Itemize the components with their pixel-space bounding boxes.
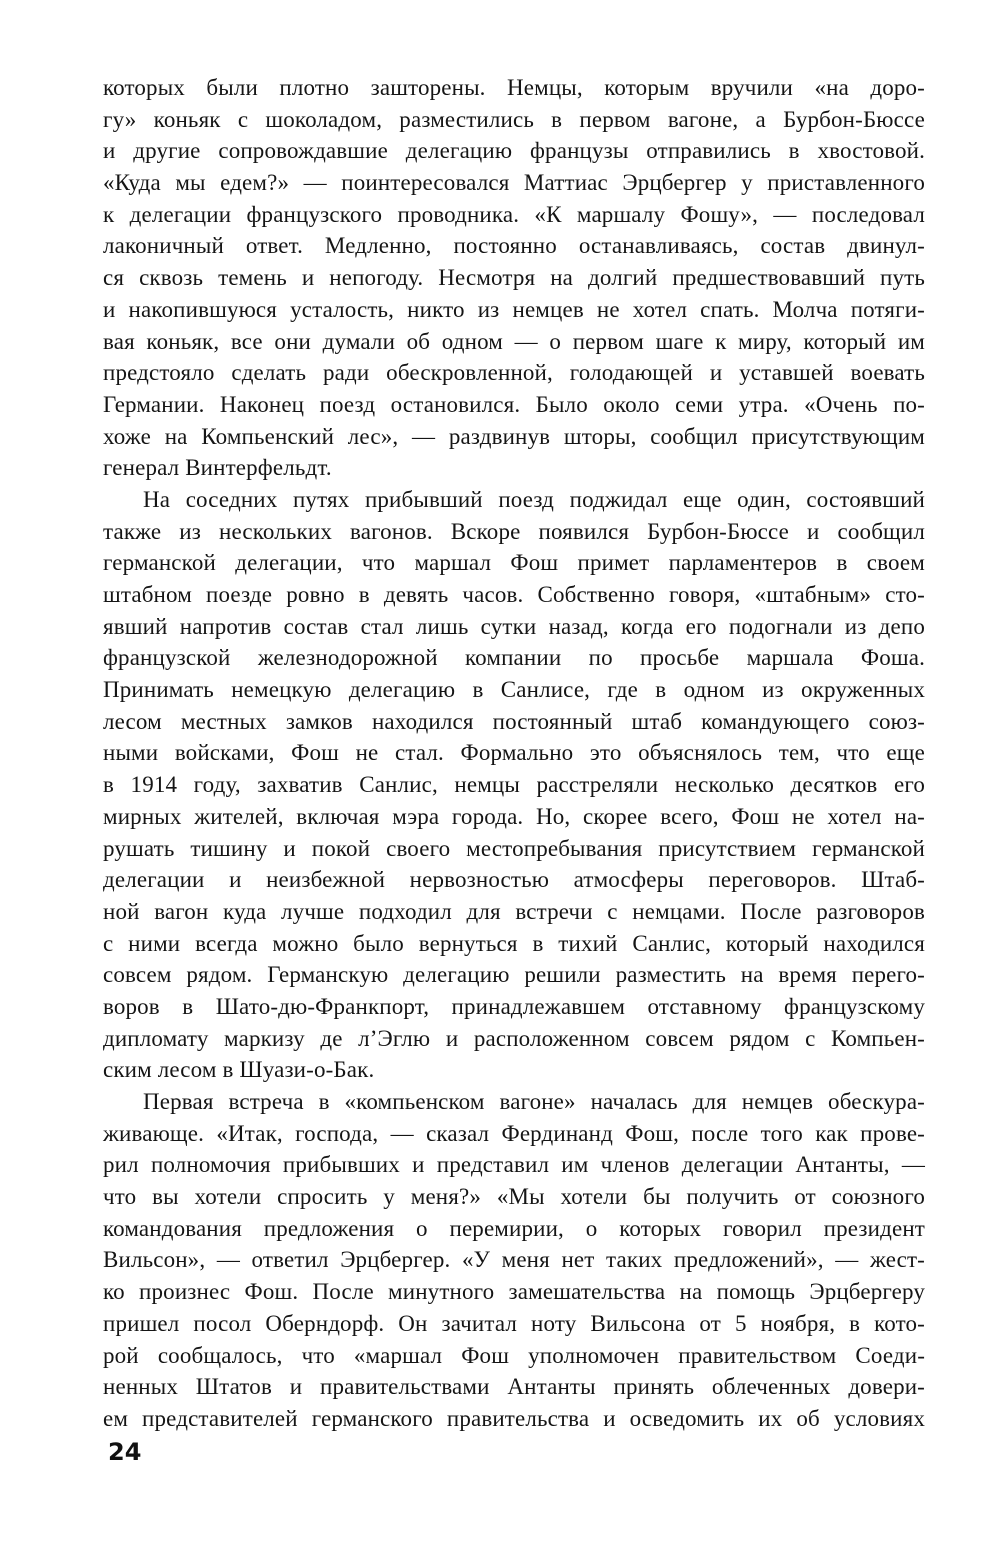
text-line: лаконичный ответ. Медленно, постоянно останавливаясь, состав двинул- (103, 233, 925, 259)
text-line: что вы хотели спросить у меня?» «Мы хотели бы получить от союзного (103, 1184, 925, 1210)
text-line: делегации и неизбежной нервозностью атмосферы переговоров. Штаб- (103, 867, 925, 893)
text-line: германской делегации, что маршал Фош примет парламентеров в своем (103, 550, 925, 576)
text-line: «Куда мы едем?» — поинтересовался Маттиас Эрцбергер у приставленного (103, 170, 925, 196)
text-line: явший напротив состав стал лишь сутки назад, когда его подогнали из депо (103, 613, 925, 639)
text-line: Принимать немецкую делегацию в Санлисе, где в одном из окруженных (103, 677, 925, 703)
text-line: На соседних путях прибывший поезд поджидал еще один, состоявший (143, 486, 925, 512)
text-line: ем представителей германского правительства и осведомить их об условиях (103, 1405, 925, 1431)
text-line: ненных Штатов и правительствами Антанты принять облеченных довери- (103, 1374, 925, 1400)
text-line: в 1914 году, захватив Санлис, немцы расстреляли несколько десятков его (103, 772, 925, 798)
text-line: к делегации французского проводника. «К маршалу Фошу», — последовал (103, 201, 925, 227)
page-body (103, 72, 925, 1435)
paragraph-1 (103, 72, 925, 484)
text-line: генерал Винтерфельдт. (103, 455, 332, 481)
text-line: хоже на Компьенский лес», — раздвинув шторы, сообщил присутствующим (103, 423, 925, 449)
text-line: штабном поезде ровно в девять часов. Собственно говоря, «штабным» сто- (103, 582, 925, 607)
text-line: рой сообщалось, что «маршал Фош уполномочен правительством Соеди- (103, 1342, 925, 1368)
text-line: ся сквозь темень и непогоду. Несмотря на долгий предшествовавший путь (103, 265, 925, 291)
text-line: предстояло сделать ради обескровленной, голодающей и уставшей воевать (103, 360, 925, 386)
text-line: рил полномочия прибывших и представил им членов делегации Антанты, — (103, 1152, 925, 1178)
text-line: пришел посол Оберндорф. Он зачитал ноту Вильсона от 5 ноября, в кото- (103, 1310, 925, 1336)
text-line: лесом местных замков находился постоянный штаб командующего союз- (103, 708, 925, 734)
text-line: совсем рядом. Германскую делегацию решили разместить на время перего- (103, 962, 925, 988)
text-line: и накопившуюся усталость, никто из немцев не хотел спать. Молча потяги- (103, 296, 925, 322)
text-line: ной вагон куда лучше подходил для встречи с немцами. После разговоров (103, 898, 925, 924)
text-line: и другие сопровождавшие делегацию французы отправились в хвостовой. (103, 138, 925, 164)
text-line: которых были плотно зашторены. Немцы, которым вручили «на доро- (103, 75, 925, 100)
text-line: Вильсон», — ответил Эрцбергер. «У меня нет таких предложений», — жест- (103, 1247, 925, 1273)
text-line: Германии. Наконец поезд остановился. Было около семи утра. «Очень по- (103, 391, 925, 417)
paragraph-2 (103, 484, 925, 1086)
text-line: вая коньяк, все они думали об одном — о первом шаге к миру, который им (103, 328, 925, 354)
text-line: рушать тишину и покой своего местопребывания присутствием германской (103, 835, 925, 861)
page-number: 24 (108, 1438, 142, 1466)
text-line: с ними всегда можно было вернуться в тихий Санлис, который находился (103, 930, 925, 956)
text-line: ским лесом в Шуази-о-Бак. (103, 1057, 375, 1083)
text-line: гу» коньяк с шоколадом, разместились в первом вагоне, а Бурбон-Бюссе (103, 106, 925, 132)
text-line: французской железнодорожной компании по просьбе маршала Фоша. (103, 645, 925, 671)
text-line: живающе. «Итак, господа, — сказал Фердинанд Фош, после того как прове- (103, 1120, 925, 1146)
text-line: также из нескольких вагонов. Вскоре появился Бурбон-Бюссе и сообщил (103, 518, 925, 544)
text-line: командования предложения о перемирии, о которых говорил президент (103, 1215, 925, 1241)
text-line: ными войсками, Фош не стал. Формально это объяснялось тем, что еще (103, 740, 925, 766)
paragraph-3 (103, 1086, 925, 1435)
text-line: мирных жителей, включая мэра города. Но, скорее всего, Фош не хотел на- (103, 803, 925, 829)
text-line: Первая встреча в «компьенском вагоне» началась для немцев обескура- (143, 1089, 925, 1114)
text-line: воров в Шато-дю-Франкпорт, принадлежавшем отставному французскому (103, 993, 925, 1019)
text-line: дипломату маркизу де л’Эглю и расположенном совсем рядом с Компьен- (103, 1025, 925, 1051)
text-line: ко произнес Фош. После минутного замешательства на помощь Эрцбергеру (103, 1279, 925, 1305)
